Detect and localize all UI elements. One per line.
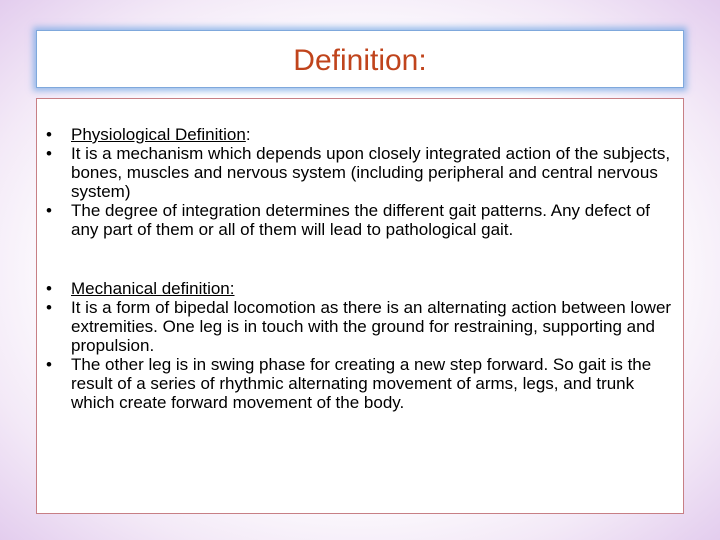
bullet-icon: • [46,201,52,220]
bullet-item-physiological-heading [45,125,675,144]
bullet-text-swing-phase: The other leg is in swing phase for creating a new step forward. So gait is the result of a series of rhythmic alternating movement of arms, legs, and trunk which create forward movement of the body. [71,355,652,412]
bullet-item-bipedal [45,298,675,355]
physiological-heading: Physiological Definition [71,125,246,144]
bullet-text-bipedal: It is a form of bipedal locomotion as there is an alternating action between lower extremities. One leg is in touch with the ground for restraining, supporting and propulsion. [71,298,672,355]
physiological-section [45,125,675,239]
bullet-item-integration [45,201,675,239]
bullet-item-mechanism [45,144,675,201]
title-box [36,30,684,88]
content-box [36,98,684,514]
bullet-text-mechanism: It is a mechanism which depends upon closely integrated action of the subjects, bones, muscles and nervous system (including peripheral and central nervous system) [71,144,671,201]
bullet-icon: • [46,279,52,298]
bullet-icon: • [46,144,52,163]
bullet-item-swing-phase [45,355,675,412]
bullet-icon: • [46,355,52,374]
bullet-item-mechanical-heading [45,279,675,298]
slide-title: Definition: [293,44,427,77]
mechanical-section [45,279,675,412]
bullet-text-integration: The degree of integration determines the different gait patterns. Any defect of any part of them or all of them will lead to pathological gait. [71,201,650,239]
physiological-heading-colon: : [245,125,251,144]
mechanical-heading: Mechanical definition: [71,279,235,298]
bullet-icon: • [46,298,52,317]
bullet-icon: • [46,125,52,144]
